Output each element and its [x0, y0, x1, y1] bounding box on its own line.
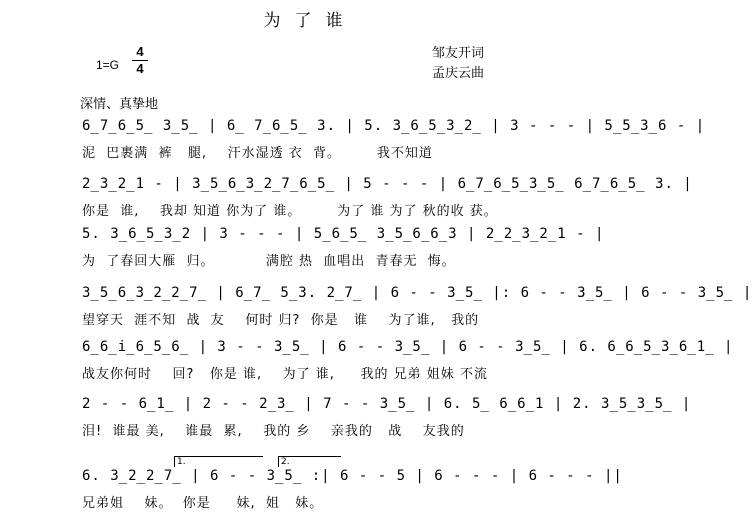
score-row-6	[82, 396, 692, 440]
lyrics-line: 望穿天 涯不知 战 友 何时 归? 你是 谁 为了谁, 我的	[82, 313, 480, 328]
composer: 孟庆云曲	[432, 66, 485, 81]
score-row-3	[82, 226, 605, 270]
score-row-1	[82, 118, 706, 162]
second-ending-bracket: 2.	[278, 456, 341, 467]
song-title: 为了谁	[263, 11, 357, 31]
notes-line: 5. 3̲6̲5̲3̲2 | 3 - - - | 5̲6̲5̲ 3̲5̲6̲6̲3 | 2̲2̲3̲2̲1 - |	[82, 226, 605, 242]
notes-line: 6̲6̲i̲6̲5̲6̲ | 3 - - 3̲5̲ | 6 - - 3̲5̲ | 6 - - 3̲5̲ | 6. 6̲6̲5̲3̲6̲1̲ |	[82, 339, 734, 355]
notes-line: 3̲5̲6̲3̲2̲2̲7̲ | 6̲7̲ 5̲3. 2̲7̲ | 6 - - 3̲5̲ |: 6 - - 3̲5̲ | 6 - - 3̲5̲ |	[82, 285, 752, 301]
notes-line: 6̲7̲6̲5̲ 3̲5̲ | 6̲ 7̲6̲5̲ 3. | 5. 3̲6̲5̲3̲2̲ | 3 - - - | 5̲5̲3̲6 - |	[82, 118, 706, 134]
meter-bottom: 4	[136, 61, 144, 76]
tempo-marking: 深情、真挚地	[80, 97, 159, 112]
notes-line: 2 - - 6̲1̲ | 2 - - 2̲3̲ | 7 - - 3̲5̲ | 6. 5̲ 6̲6̲1 | 2. 3̲5̲3̲5̲ |	[82, 396, 692, 412]
lyricist: 邹友开词	[432, 46, 485, 61]
credits	[432, 44, 484, 84]
time-signature	[132, 45, 148, 76]
lyrics-line: 战友你何时 回? 你是 谁, 为了 谁, 我的 兄弟 姐妹 不流	[82, 367, 488, 382]
key-signature: 1=G	[96, 58, 120, 72]
first-ending-bracket: 1.	[174, 456, 263, 467]
score-row-4	[82, 285, 752, 329]
notes-line: 2̲3̲2̲1 - | 3̲5̲6̲3̲2̲7̲6̲5̲ | 5 - - - | 6̲7̲6̲5̲3̲5̲ 6̲7̲6̲5̲ 3. |	[82, 176, 693, 192]
lyrics-line: 兄弟姐 妹。 你是 妹, 姐 妹。	[82, 496, 324, 511]
lyrics-line: 你是 谁, 我却 知道 你为了 谁。 为了 谁 为了 秋的收 获。	[82, 204, 498, 219]
meter-top: 4	[136, 44, 144, 59]
notes-line: 6. 3̲2̲2̲7̲ | 6 - - 3̲5̲ :| 6 - - 5 | 6 - - - | 6 - - - ||	[82, 468, 623, 484]
score-row-5	[82, 339, 734, 383]
score-row-7	[82, 457, 623, 512]
lyrics-line: 泥 巴裹满 裤 腿, 汗水湿透 衣 背。 我不知道	[82, 146, 433, 161]
lyrics-line: 泪! 谁最 美, 谁最 累, 我的 乡 亲我的 战 友我的	[82, 424, 465, 439]
score-row-2	[82, 176, 693, 220]
lyrics-line: 为 了春回大雁 归。 满腔 热 血唱出 青春无 悔。	[82, 254, 456, 269]
